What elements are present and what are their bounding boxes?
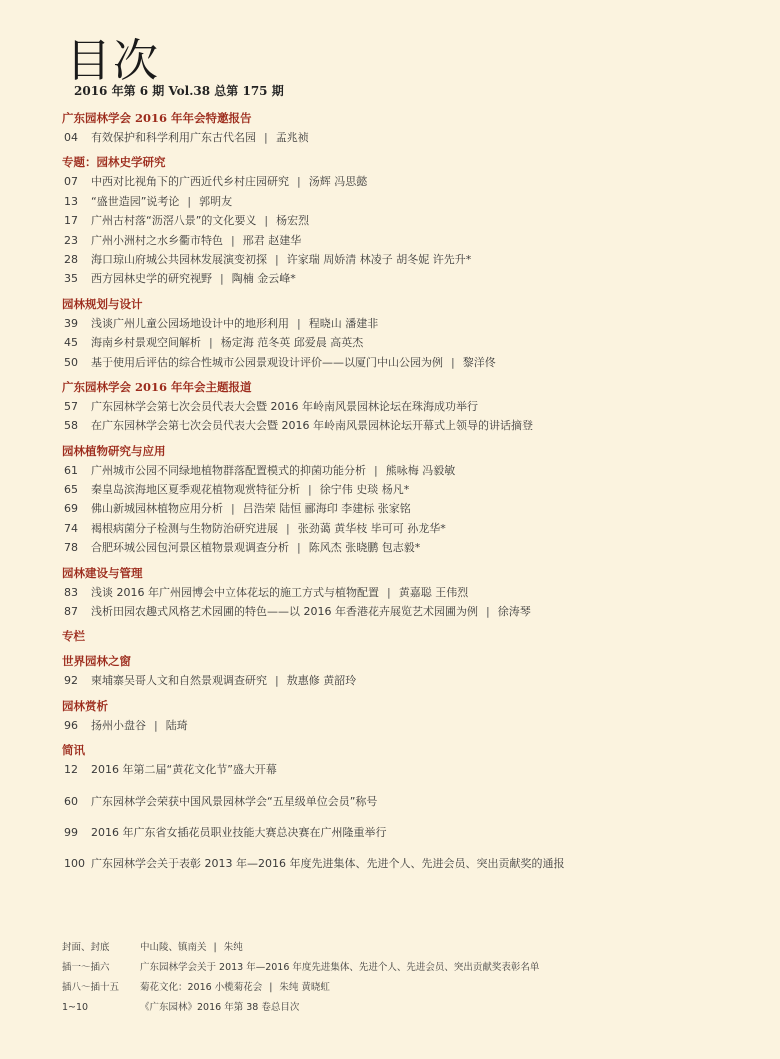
separator: | [374,463,378,477]
credit-label: 插一～插六 [62,962,110,973]
article-authors: 徐涛琴 [497,605,531,619]
credit-label: 1~10 [62,1002,89,1013]
section-heading: 专栏 [62,629,85,644]
toc-entry[interactable] [62,519,752,538]
page-title: 目次 [66,34,161,87]
article-title: 合肥环城公园包河景区植物景观调查分析 [91,541,289,555]
toc-entry[interactable] [62,792,752,811]
section-heading: 园林规划与设计 [62,296,143,311]
separator: | [387,585,391,599]
separator: | [231,502,235,516]
separator: | [486,605,490,619]
toc-entry[interactable] [62,211,752,230]
page-number: 83 [64,585,78,599]
separator: | [275,674,279,688]
section-heading: 专题：园林史学研究 [62,155,166,170]
page-number: 99 [64,825,78,839]
separator: | [209,336,213,350]
article-title: 中西对比视角下的广西近代乡村庄园研究 [91,175,289,189]
section-heading: 广东园林学会 2016 年年会特邀报告 [62,111,252,125]
article-title: 基于使用后评估的综合性城市公园景观设计评价——以厦门中山公园为例 [91,355,443,369]
credit-line [62,998,762,1018]
toc-entry[interactable] [62,671,752,690]
credit-authors: 朱纯 [223,942,243,953]
article-authors: 陈风杰 张晓鹏 包志毅* [308,541,421,555]
page-number: 39 [64,316,78,330]
page-number: 58 [64,419,78,433]
page-number: 87 [64,605,78,619]
article-title: 扬州小盘谷 [91,718,146,732]
credit-authors: 朱纯 黄晓虹 [279,982,330,993]
page-number: 23 [64,233,78,247]
toc-entry[interactable] [62,538,752,557]
article-title: 西方园林史学的研究视野 [91,272,212,286]
toc-entry[interactable] [62,499,752,518]
article-title: 褐根病菌分子检测与生物防治研究进展 [91,521,278,535]
separator: | [308,483,312,497]
article-authors: 熊咏梅 冯毅敏 [385,463,456,477]
article-title: “盛世造园”说考论 [91,194,180,208]
toc-entry[interactable] [62,128,752,147]
section-heading: 世界园林之窗 [62,654,131,669]
article-authors: 张劲蔼 黄华枝 毕可可 孙龙华* [297,521,446,535]
toc-entry[interactable] [62,314,752,333]
page-number: 57 [64,399,78,413]
credit-label: 封面、封底 [62,942,110,953]
article-authors: 汤辉 冯思懿 [308,175,368,189]
article-title: 在广东园林学会第七次会员代表大会暨 2016 年岭南风景园林论坛开幕式上领导的讲话摘登 [91,419,533,433]
page-number: 35 [64,272,78,286]
toc-entry[interactable] [62,480,752,499]
article-title: 秦皇岛滨海地区夏季观花植物观赏特征分析 [91,483,300,497]
page-number: 45 [64,336,78,350]
credit-line [62,958,762,978]
section-heading: 广东园林学会 2016 年年会主题报道 [62,379,252,394]
page-number: 100 [64,857,85,871]
article-authors: 陶楠 金云峰* [231,272,296,286]
credit-text: 菊花文化：2016 小榄菊花会 [140,982,263,993]
article-authors: 黄嘉聪 王伟烈 [398,585,469,599]
article-authors: 黎洋佟 [462,355,496,369]
toc-entry[interactable] [62,172,752,191]
article-authors: 杨定海 范冬英 邱爱晨 高英杰 [220,336,364,350]
article-authors: 杨宏烈 [276,214,310,228]
section-heading: 园林植物研究与应用 [62,443,166,458]
credit-text: 《广东园林》2016 年第 38 卷总目次 [140,1002,300,1013]
article-authors: 敖惠修 黄韶玲 [286,674,357,688]
article-title: 柬埔寨吴哥人文和自然景观调查研究 [91,674,267,688]
separator: | [297,175,301,189]
page-number: 50 [64,355,78,369]
toc-entry[interactable] [62,760,752,779]
toc-entry[interactable] [62,397,752,416]
article-title: 浅谈广州儿童公园场地设计中的地形利用 [91,316,289,330]
article-title: 有效保护和科学利用广东古代名园 [91,131,256,144]
page-number: 69 [64,502,78,516]
toc-entry[interactable] [62,269,752,288]
article-title: 海南乡村景观空间解析 [91,336,201,350]
article-title: 广东园林学会第七次会员代表大会暨 2016 年岭南风景园林论坛在珠海成功举行 [91,399,478,413]
separator: | [264,131,268,144]
toc-entry[interactable] [62,250,752,269]
section-heading: 简讯 [62,743,85,758]
separator: | [231,233,235,247]
toc-entry[interactable] [62,353,752,372]
toc-entry[interactable] [62,823,752,842]
separator: | [451,355,455,369]
page-number: 04 [64,131,78,144]
toc-entry[interactable] [62,854,752,873]
separator: | [264,214,269,228]
toc-entry[interactable] [62,461,752,480]
credit-label: 插八～插十五 [62,982,120,993]
page-number: 07 [64,175,78,189]
section-heading: 园林赏析 [62,698,108,713]
toc-entry[interactable] [62,192,752,211]
article-authors: 徐宁伟 史琰 杨凡* [319,483,410,497]
separator: | [297,541,301,555]
separator: | [154,718,158,732]
page-number: 74 [64,521,78,535]
article-title: 2016 年广东省女插花员职业技能大赛总决赛在广州隆重举行 [91,825,387,839]
page-number: 96 [64,718,78,732]
credit-line [62,938,762,958]
article-authors: 郭明友 [199,194,233,208]
table-of-contents [62,108,752,879]
credit-text: 中山陵、镇南关 [140,942,207,953]
page-number: 12 [64,763,78,777]
article-authors: 程晓山 潘建非 [308,316,379,330]
credit-line [62,978,762,998]
article-title: 浅析田园农趣式风格艺术园圃的特色——以 2016 年香港花卉展览艺术园圃为例 [91,605,478,619]
page-number: 60 [64,794,78,808]
credit-text: 广东园林学会关于 2013 年—2016 年度先进集体、先进个人、先进会员、突出贡献奖表彰名单 [140,962,540,973]
page-number: 65 [64,483,78,497]
toc-entry[interactable] [62,602,752,621]
article-title: 广东园林学会关于表彰 2013 年—2016 年度先进集体、先进个人、先进会员、突出贡献奖的通报 [91,857,565,871]
article-title: 海口琼山府城公共园林发展演变初探 [91,252,267,266]
separator: | [269,982,273,993]
page-number: 28 [64,252,78,266]
article-authors: 许家瑞 周娇清 林凌子 胡冬妮 许先升* [286,252,472,266]
article-title: 广州古村落“沥滘八景”的文化要义 [91,214,257,228]
article-authors: 吕浩荣 陆恒 郦海印 李建标 张家铭 [242,502,411,516]
toc-entry[interactable] [62,416,752,435]
article-title: 浅谈 2016 年广州园博会中立体花坛的施工方式与植物配置 [91,585,379,599]
issue-info: 2016 年第 6 期 Vol.38 总第 175 期 [74,84,284,98]
toc-entry[interactable] [62,231,752,250]
page-number: 17 [64,214,78,228]
article-title: 2016 年第二届“黄花文化节”盛大开幕 [91,763,277,777]
separator: | [213,942,217,953]
separator: | [297,316,301,330]
separator: | [220,272,224,286]
toc-entry[interactable] [62,333,752,352]
article-authors: 陆琦 [165,718,188,732]
page-number: 13 [64,194,78,208]
separator: | [275,252,279,266]
toc-entry[interactable] [62,583,752,602]
article-authors: 孟兆祯 [275,131,309,144]
page-number: 78 [64,541,78,555]
cover-credits [62,938,762,1018]
section-heading: 园林建设与管理 [62,565,143,580]
article-title: 广州小洲村之水乡衢市特色 [91,233,223,247]
separator: | [286,521,290,535]
article-title: 广州城市公园不同绿地植物群落配置模式的抑菌功能分析 [91,463,366,477]
toc-entry[interactable] [62,716,752,735]
separator: | [187,194,192,208]
article-title: 佛山新城园林植物应用分析 [91,502,223,516]
page-number: 92 [64,674,78,688]
page-number: 61 [64,463,78,477]
article-title: 广东园林学会荣获中国风景园林学会“五星级单位会员”称号 [91,794,378,808]
article-authors: 邢君 赵建华 [242,233,302,247]
